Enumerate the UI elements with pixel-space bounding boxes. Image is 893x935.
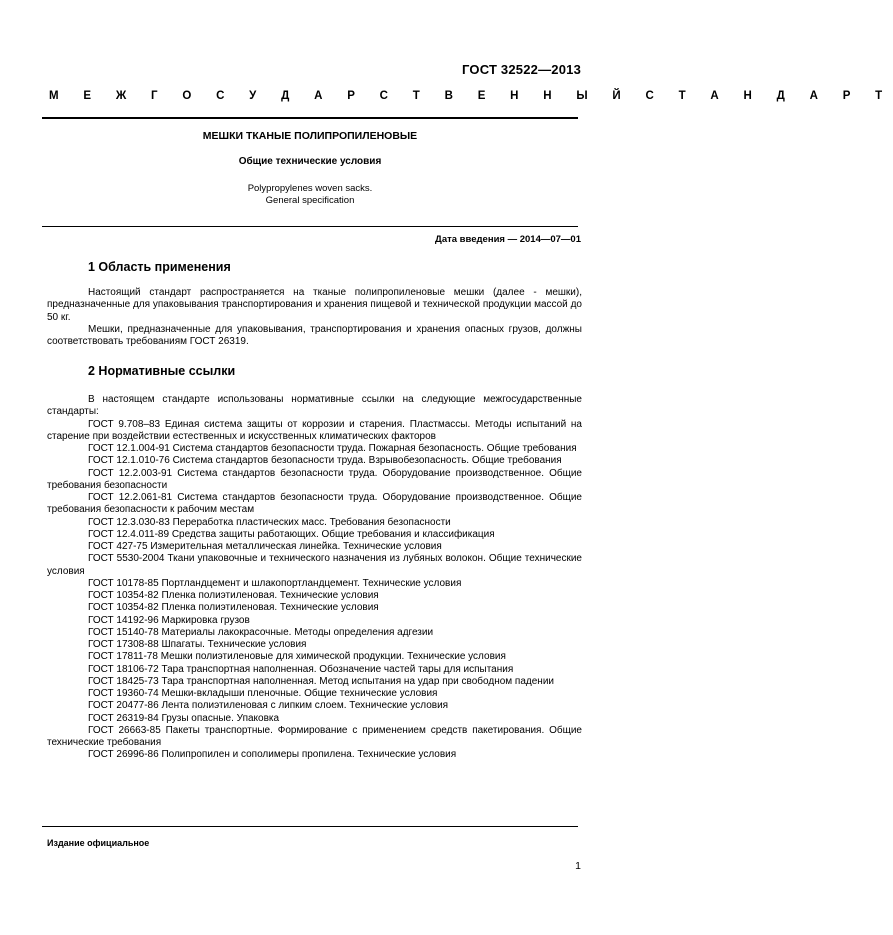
reference-item: ГОСТ 20477-86 Лента полиэтиленовая с липким слоем. Технические условия bbox=[88, 700, 449, 712]
reference-item: ГОСТ 12.4.011-89 Средства защиты работающих. Общие требования и классификация bbox=[88, 528, 495, 540]
reference-item: ГОСТ 12.2.003-91 Система стандартов безопасности труда. Оборудование производственное. Общие требования безопасности bbox=[47, 467, 582, 491]
section1-paragraph2-text: Мешки, предназначенные для упаковывания, транспортирования и хранения опасных грузов, должны соответствовать требованиям ГОСТ 26319. bbox=[47, 324, 582, 348]
section1-paragraph1 bbox=[47, 287, 582, 324]
reference-item: ГОСТ 26996-86 Полипропилен и сополимеры пропилена. Технические условия bbox=[88, 749, 457, 761]
reference-item: ГОСТ 18106-72 Тара транспортная наполненная. Обозначение частей тары для испытания bbox=[88, 663, 514, 675]
interstate-standard-banner: М Е Ж Г О С У Д А Р С Т В Е Н Н Ы Й С Т А Н Д А Р Т bbox=[49, 90, 893, 102]
reference-item: ГОСТ 10178-85 Портландцемент и шлакопортландцемент. Технические условия bbox=[88, 577, 462, 589]
reference-item: ГОСТ 427-75 Измерительная металлическая линейка. Технические условия bbox=[88, 541, 442, 552]
reference-item: ГОСТ 10354-82 Пленка полиэтиленовая. Технические условия bbox=[88, 590, 379, 601]
reference-item: ГОСТ 17811-78 Мешки полиэтиленовые для химической продукции. Технические условия bbox=[88, 651, 506, 663]
page-number: 1 bbox=[575, 860, 581, 872]
document-title: МЕШКИ ТКАНЫЕ ПОЛИПРОПИЛЕНОВЫЕ bbox=[202, 130, 418, 142]
reference-item: ГОСТ 12.3.030-83 Переработка пластических масс. Требования безопасности bbox=[88, 516, 451, 528]
references-block bbox=[47, 394, 582, 762]
english-title-line1: Polypropylenes woven sacks. bbox=[247, 183, 373, 194]
introduction-date: Дата введения — 2014—07—01 bbox=[435, 234, 581, 245]
reference-item: ГОСТ 12.2.061-81 Система стандартов безопасности труда. Оборудование производственное. Общие требования безопасности к рабочим местам bbox=[47, 492, 582, 516]
section2-heading: 2 Нормативные ссылки bbox=[88, 364, 236, 378]
reference-item: ГОСТ 26663-85 Пакеты транспортные. Формирование с применением средств пакетирования. Общие технические требования bbox=[47, 724, 582, 748]
header-rule bbox=[42, 117, 578, 119]
reference-item: ГОСТ 15140-78 Материалы лакокрасочные. Методы определения адгезии bbox=[88, 626, 434, 638]
reference-item: ГОСТ 26319-84 Грузы опасные. Упаковка bbox=[88, 712, 280, 724]
reference-item: ГОСТ 9.708–83 Единая система защиты от коррозии и старения. Пластмассы. Методы испытаний на старение при воздействии естественных и искусственных климатических факторов bbox=[47, 418, 582, 442]
standard-number: ГОСТ 32522—2013 bbox=[462, 62, 581, 77]
reference-item: ГОСТ 12.1.010-76 Система стандартов безопасности труда. Взрывобезопасность. Общие требования bbox=[88, 455, 562, 467]
section1-paragraph1-text: Настоящий стандарт распространяется на тканые полипропиленовые мешки (далее - мешки), предназначенные для упаковывания транспортирования и хранения пищевой и технической продукции массой до 50 кг. bbox=[47, 287, 582, 323]
english-title-line2: General specification bbox=[265, 195, 355, 206]
reference-item: ГОСТ 19360-74 Мешки-вкладыши пленочные. Общие технические условия bbox=[88, 688, 438, 699]
reference-item: ГОСТ 14192-96 Маркировка грузов bbox=[88, 614, 250, 626]
footer-rule bbox=[42, 826, 578, 827]
section1-heading: 1 Область применения bbox=[88, 260, 231, 274]
reference-item: ГОСТ 5530-2004 Ткани упаковочные и технического назначения из лубяных волокон. Общие технические условия bbox=[47, 553, 582, 577]
references-intro: В настоящем стандарте использованы нормативные ссылки на следующие межгосударственные стандарты: bbox=[47, 394, 582, 418]
reference-item: ГОСТ 18425-73 Тара транспортная наполненная. Метод испытания на удар при свободном падении bbox=[88, 675, 555, 687]
document-subtitle: Общие технические условия bbox=[238, 156, 382, 167]
english-title bbox=[42, 183, 578, 207]
section1-paragraph2 bbox=[47, 324, 582, 349]
title-divider bbox=[42, 226, 578, 227]
reference-item: ГОСТ 17308-88 Шпагаты. Технические условия bbox=[88, 639, 307, 650]
reference-item: ГОСТ 12.1.004-91 Система стандартов безопасности труда. Пожарная безопасность. Общие требования bbox=[88, 443, 577, 454]
official-edition-label: Издание официальное bbox=[47, 838, 150, 848]
reference-item: ГОСТ 10354-82 Пленка полиэтиленовая. Технические условия bbox=[88, 602, 379, 614]
